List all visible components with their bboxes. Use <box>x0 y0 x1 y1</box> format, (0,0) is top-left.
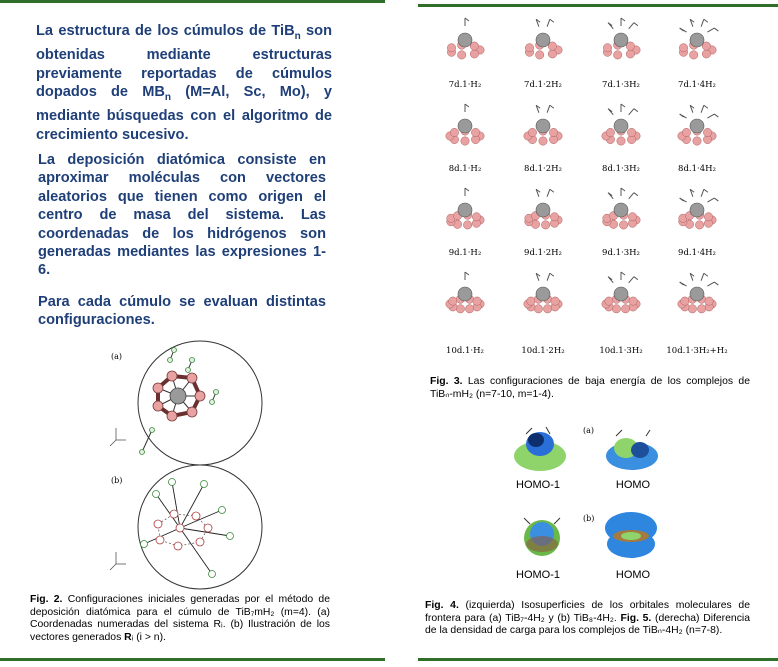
fig2-caption-label: Fig. 2. <box>30 594 63 605</box>
molecule-structure-image <box>498 8 588 70</box>
molecule-label: 7d.1·2H₂ <box>524 80 562 90</box>
fig2-caption-bold2: R <box>124 631 132 643</box>
molecule-label: 8d.1·3H₂ <box>602 164 640 174</box>
fig5-caption-label: Fig. 5. <box>620 612 652 624</box>
molecule-label: 8d.1·2H₂ <box>524 164 562 174</box>
molecule-label: 9d.1·H₂ <box>448 248 482 258</box>
orbital-homo-a-image <box>602 428 662 474</box>
para1-rest: son obtenidas mediante estructuras previamente reportadas de cúmulos dopados de MB <box>36 23 332 101</box>
fig2-caption-end: ᵢ (i > n). <box>131 631 166 643</box>
bottom-rule-right <box>418 658 778 661</box>
para1-sub: n <box>294 30 301 42</box>
fig3-caption <box>430 376 750 401</box>
molecule-label: 7d.1·H₂ <box>448 80 482 90</box>
molecule-structure-image <box>420 178 510 240</box>
fig2b-vector-diagram <box>100 464 300 594</box>
fig2a-cluster-diagram <box>100 340 300 470</box>
molecule-label: 9d.1·3H₂ <box>602 248 640 258</box>
fig5-caption-text: (derecha) Diferencia de la densidad de carga para los complejos de TiBₙ-4H₂ (n=7-8). <box>425 612 750 637</box>
orbital-tag-a: (a) <box>583 426 595 435</box>
para1-sub2: n <box>164 92 172 104</box>
molecule-label: 10d.1·3H₂ <box>599 346 643 356</box>
paragraph-configurations <box>38 293 326 330</box>
fig2-tag-a: (a) <box>111 352 123 361</box>
orbital-homo-b-image <box>600 506 662 562</box>
homo-label-a: HOMO <box>615 479 651 491</box>
molecule-label: 10d.1·3H₂+H₂ <box>666 346 728 356</box>
fig4-5-caption <box>425 600 750 638</box>
para1-end: (M=Al, Sc, Mo), y mediante búsquedas con el algoritmo de crecimiento sucesivo. <box>36 84 332 143</box>
paragraph-deposition <box>38 151 326 280</box>
bottom-rule-left <box>0 658 385 661</box>
molecule-structure-image <box>498 94 588 156</box>
molecule-structure-image <box>498 178 588 240</box>
para1-text: La estructura de los cúmulos de TiB <box>36 23 295 39</box>
molecule-structure-image <box>652 94 742 156</box>
top-rule-right <box>418 4 778 7</box>
molecule-label: 9d.1·2H₂ <box>524 248 562 258</box>
molecule-label: 9d.1·4H₂ <box>678 248 716 258</box>
molecule-structure-image <box>498 262 588 324</box>
fig3-caption-text: Las configuraciones de baja energía de los complejos de TiBₙ-mH₂ (n=7-10, m=1-4). <box>430 376 750 400</box>
molecule-label: 8d.1·4H₂ <box>678 164 716 174</box>
molecule-label: 7d.1·3H₂ <box>602 80 640 90</box>
molecule-label: 10d.1·H₂ <box>446 346 484 356</box>
molecule-structure-image <box>652 262 742 324</box>
fig2-caption-text: Configuraciones iniciales generadas por el método de deposición diatómica para el cúmulo de TiB₇mH₂ (m=4). (a) Coordenadas numeradas del sistema Rᵢ. (b) Ilustración de los vectores generados <box>30 594 330 643</box>
molecule-label: 10d.1·2H₂ <box>521 346 565 356</box>
orbital-homo-1-a-image <box>510 424 570 474</box>
top-rule-left <box>0 0 385 3</box>
molecule-structure-image <box>420 8 510 70</box>
fig4-caption-label: Fig. 4. <box>425 600 459 611</box>
orbital-homo-1-b-image <box>514 512 570 560</box>
molecule-label: 8d.1·H₂ <box>448 164 482 174</box>
molecule-structure-image <box>420 262 510 324</box>
molecule-structure-image <box>652 8 742 70</box>
molecule-structure-image <box>420 94 510 156</box>
molecule-structure-image <box>652 178 742 240</box>
para3-text: Para cada cúmulo se evaluan distintas configuraciones. <box>38 294 326 329</box>
fig4-caption-text: (izquierda) Isosuperficies de los orbitales moleculares de frontera para (a) TiB₇-4H₂ y (b) TiB₈-4H₂. <box>425 600 750 624</box>
fig2-caption <box>30 594 330 644</box>
homo-minus-1-label-b: HOMO-1 <box>516 569 560 581</box>
paragraph-structure <box>36 22 332 144</box>
orbital-tag-b: (b) <box>583 514 595 523</box>
homo-minus-1-label-a: HOMO-1 <box>516 479 560 491</box>
homo-label-b: HOMO <box>615 569 651 581</box>
fig2-tag-b: (b) <box>111 476 123 485</box>
fig3-caption-label: Fig. 3. <box>430 376 463 387</box>
molecule-label: 7d.1·4H₂ <box>678 80 716 90</box>
para2-text: La deposición diatómica consiste en aproximar moléculas con vectores aleatorios que tienen como origen el centro de masa del sistema. Las coordenadas de los hidrógenos son generadas mediantes las expresiones 1-6. <box>38 152 326 279</box>
